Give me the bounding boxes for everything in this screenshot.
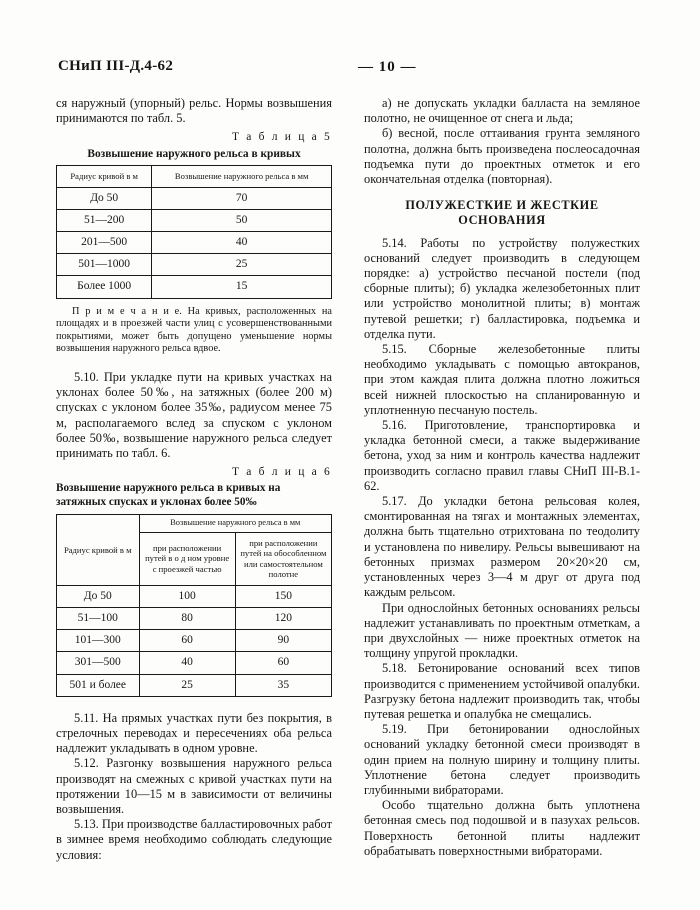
paragraph-continuation: ся наружный (упорный) рельс. Нормы возвышения принимаются по табл. 5. [56, 96, 332, 126]
table6-r3c0: 301—500 [57, 652, 140, 674]
table6-header-span: Возвышение наружного рельса в мм [139, 515, 332, 533]
table6 [56, 514, 332, 697]
table6-r0c0: До 50 [57, 585, 140, 607]
table-row [57, 607, 332, 629]
table6-header-2: при расположении путей на обособленном или самостоятельном полотне [235, 532, 331, 585]
paragraph-5-14: 5.14. Работы по устройству полужестких оснований следует производить в следующем порядке: а) устройство песчаной постели (под сборные плиты); б) укладка железобетонных плит или устройство монолитной плиты; в) монтаж путевой решетки; г) балластировка, подъемка и отделка пути. [364, 235, 640, 341]
section-heading: ПОЛУЖЕСТКИЕ И ЖЕСТКИЕ ОСНОВАНИЯ [405, 198, 599, 228]
table6-r4c1: 25 [139, 674, 235, 696]
table5-r4c1: 15 [152, 276, 332, 298]
table5-r0c0: До 50 [57, 187, 152, 209]
table5-r4c0: Более 1000 [57, 276, 152, 298]
table6-r4c2: 35 [235, 674, 331, 696]
table-row [57, 585, 332, 607]
table6-r3c2: 60 [235, 652, 331, 674]
table6-r1c1: 80 [139, 607, 235, 629]
table-row [57, 209, 332, 231]
table-row [57, 674, 332, 696]
table5-r3c1: 25 [152, 254, 332, 276]
paragraph-5-13: 5.13. При производстве балластировочных работ в зимнее время необходимо соблюдать следующие условия: [56, 817, 332, 862]
table6-header-radius: Радиус кривой в м [57, 515, 140, 586]
page-number: — 10 — [358, 59, 417, 75]
table6-r1c2: 120 [235, 607, 331, 629]
table6-header-1: при расположении путей в о д ном уровне с проезжей частью [139, 532, 235, 585]
paragraph-5-18: 5.18. Бетонирование оснований всех типов производится с применением устойчивой опалубки. Разгрузку бетона надлежит производить так, чтобы путевая решетка и опалубка не смещались. [364, 661, 640, 721]
table5-header-0: Радиус кривой в м [57, 166, 152, 188]
table6-r1c0: 51—100 [57, 607, 140, 629]
page-header [58, 58, 642, 80]
table-row [57, 276, 332, 298]
table5-r1c0: 51—200 [57, 209, 152, 231]
table6-r0c1: 100 [139, 585, 235, 607]
table6-r0c2: 150 [235, 585, 331, 607]
table6-r4c0: 501 и более [57, 674, 140, 696]
right-column [364, 96, 640, 859]
paragraph-5-12: 5.12. Разгонку возвышения наружного рельса производят на смежных с кривой участках пути на протяжении 10—15 м в зависимости от величины возвышения. [56, 756, 332, 816]
table5-header-1: Возвышение наружного рельса в мм [152, 166, 332, 188]
table5-r2c0: 201—500 [57, 232, 152, 254]
paragraph-5-19-cont: Особо тщательно должна быть уплотнена бетонная смесь под подошвой и в пазухах рельсов. Поверхность бетонной плиты надлежит обрабатывать поверхностными вибраторами. [364, 798, 640, 858]
paragraph-5-15: 5.15. Сборные железобетонные плиты необходимо укладывать с помощью автокранов, при этом каждая плита должна плотно ложиться всей нижней плоскостью на спланированную и уплотненную песчаную постель. [364, 342, 640, 417]
table6-r2c0: 101—300 [57, 630, 140, 652]
paragraph-5-19: 5.19. При бетонировании однослойных оснований укладку бетонной смеси производят в один прием на полную ширину и толщину плиты. Уплотнение бетона следует производить глубинными вибраторами. [364, 722, 640, 797]
table5-wrap [56, 165, 332, 299]
table6-label: Т а б л и ц а 6 [231, 466, 332, 479]
list-item-a: а) не допускать укладки балласта на земляное полотно, не очищенное от снега и льда; [364, 96, 640, 126]
document-code: СНиП III-Д.4-62 [58, 58, 174, 74]
paragraph-5-17-cont: При однослойных бетонных основаниях рельсы надлежит устанавливать по проектным отметкам, а при двухслойных — ниже проектных отметок на толщину упругой прокладки. [364, 600, 640, 661]
paragraph-5-17: 5.17. До укладки бетона рельсовая колея, смонтированная на тягах и монтажных элементах, должна быть тщательно отрихтована по теодолиту и установлена по нивелиру. Рельсы вывешивают на бетонных призмах размером 20×20×20 см, установленных через 3—4 м друг от друга под каждым рельсом. [364, 494, 640, 600]
table-row [57, 652, 332, 674]
table-row [57, 232, 332, 254]
table5-note: П р и м е ч а н и е. На кривых, расположенных на площадях и в проезжей части улиц с усовершенствованными покрытиями, может быть допущено уменьшение нормы возвышения наружного рельса вдвое. [56, 305, 332, 355]
table-row [57, 187, 332, 209]
table5 [56, 165, 332, 299]
table6-r2c1: 60 [139, 630, 235, 652]
table5-r0c1: 70 [152, 187, 332, 209]
left-column [56, 96, 332, 863]
table5-label: Т а б л и ц а 5 [231, 131, 332, 144]
table5-r3c0: 501—1000 [57, 254, 152, 276]
paragraph-5-16: 5.16. Приготовление, транспортировка и укладка бетонной смеси, а также выдерживание бетона, уход за ним и контроль качества надлежит производить согласно правил главы СНиП III-В.1-62. [364, 418, 640, 493]
table-row [57, 254, 332, 276]
table6-r3c1: 40 [139, 652, 235, 674]
table6-r2c2: 90 [235, 630, 331, 652]
table-header-row [57, 515, 332, 533]
list-item-b: б) весной, после оттаивания грунта земляного полотна, должна быть произведена послеосадочная подъемка пути до проектных отметок и его окончательная отделка (повторная). [364, 126, 640, 187]
table6-title: Возвышение наружного рельса в кривых на затяжных спусках и уклонах более 50‰ [56, 482, 281, 508]
paragraph-5-11: 5.11. На прямых участках пути без покрытия, в стрелочных переводах и пересечениях оба рельса надлежит укладывать в одном уровне. [56, 710, 332, 756]
table-header-row [57, 166, 332, 188]
paragraph-5-10: 5.10. При укладке пути на кривых участках на уклонах более 50‰, на затяжных (более 200 м) спусках с уклоном более 35‰, радиусом менее 75 м, располагаемого вслед за спуском с уклоном более 50‰, возвышение наружного рельса следует принимать по табл. 6. [56, 370, 332, 461]
table5-title: Возвышение наружного рельса в кривых [87, 147, 301, 160]
table5-r1c1: 50 [152, 209, 332, 231]
table-row [57, 630, 332, 652]
table5-r2c1: 40 [152, 232, 332, 254]
